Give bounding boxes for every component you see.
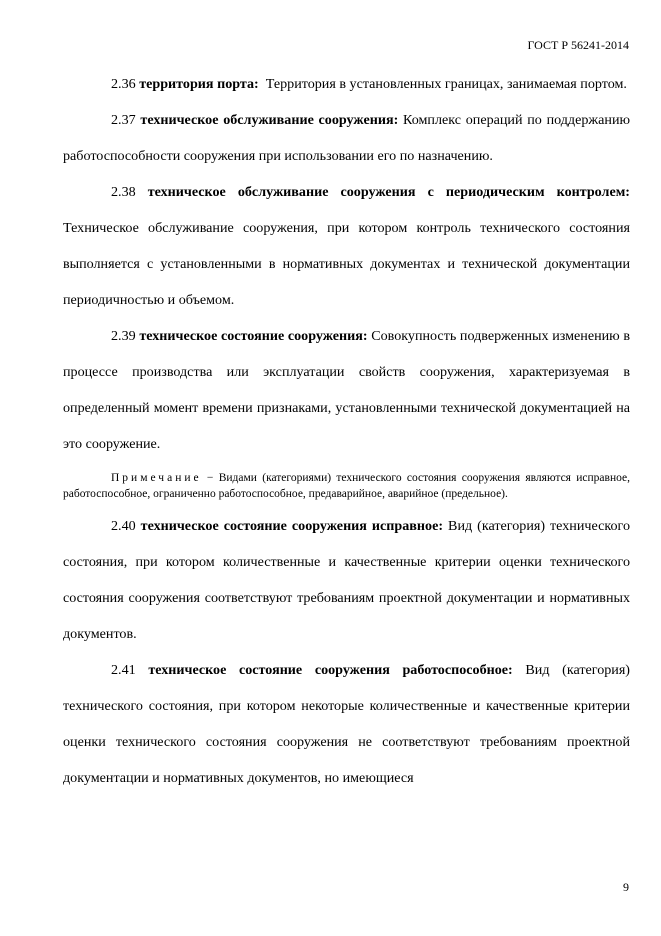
note-label: Примечание — [111, 472, 202, 484]
definition-number: 2.36 — [111, 76, 136, 92]
page-number: 9 — [623, 880, 629, 894]
definition-text: Вид (категория) технического состояния, при котором некоторые количественные и качественные критерии оценки технического состояния сооружения не соответствуют требованиям проектной документации и нормативных документов, но имеющиеся — [63, 662, 631, 786]
definition-term: техническое состояние сооружения работоспособное: — [148, 662, 513, 678]
note-2-39 — [63, 470, 630, 502]
definition-term: техническое состояние сооружения исправное: — [140, 518, 444, 534]
definition-2-38 — [63, 174, 630, 318]
definition-number: 2.41 — [111, 662, 136, 678]
definition-text: Совокупность подверженных изменению в процессе производства или эксплуатации свойств сооружения, характеризуемая в определенный момент времени признаками, установленными технической документацией на это сооружение. — [63, 328, 630, 452]
document-body — [63, 66, 630, 796]
definition-number: 2.37 — [111, 112, 136, 128]
definition-term: техническое обслуживание сооружения: — [140, 112, 399, 128]
note-text: − Видами (категориями) технического состояния сооружения являются исправное, работоспособное, ограниченно работоспособное, предаварийное, аварийное (предельное). — [63, 472, 630, 500]
definition-text: Комплекс операций по поддержанию работоспособности сооружения при использовании его по назначению. — [63, 112, 631, 164]
definition-text: Территория в установленных границах, занимаемая портом. — [265, 76, 627, 92]
definition-number: 2.40 — [111, 518, 136, 534]
definition-2-39 — [63, 318, 630, 462]
definition-text: Вид (категория) технического состояния, при котором количественные и качественные критерии оценки технического состояния сооружения соответствуют требованиям проектной документации и нормативных документов. — [63, 518, 630, 642]
definition-2-40 — [63, 508, 630, 652]
definition-text: Техническое обслуживание сооружения, при котором контроль технического состояния выполняется с установленными в нормативных документах и технической документации периодичностью и объемом. — [63, 220, 630, 308]
definition-number: 2.39 — [111, 328, 136, 344]
definition-term: территория порта: — [139, 76, 259, 92]
definition-2-41 — [63, 652, 630, 796]
definition-2-36 — [63, 66, 630, 102]
definition-number: 2.38 — [111, 184, 136, 200]
definition-2-37 — [63, 102, 630, 174]
definition-term: техническое обслуживание сооружения с периодическим контролем: — [147, 184, 630, 200]
page-header-doc-code: ГОСТ Р 56241-2014 — [527, 38, 629, 52]
definition-term: техническое состояние сооружения: — [139, 328, 368, 344]
